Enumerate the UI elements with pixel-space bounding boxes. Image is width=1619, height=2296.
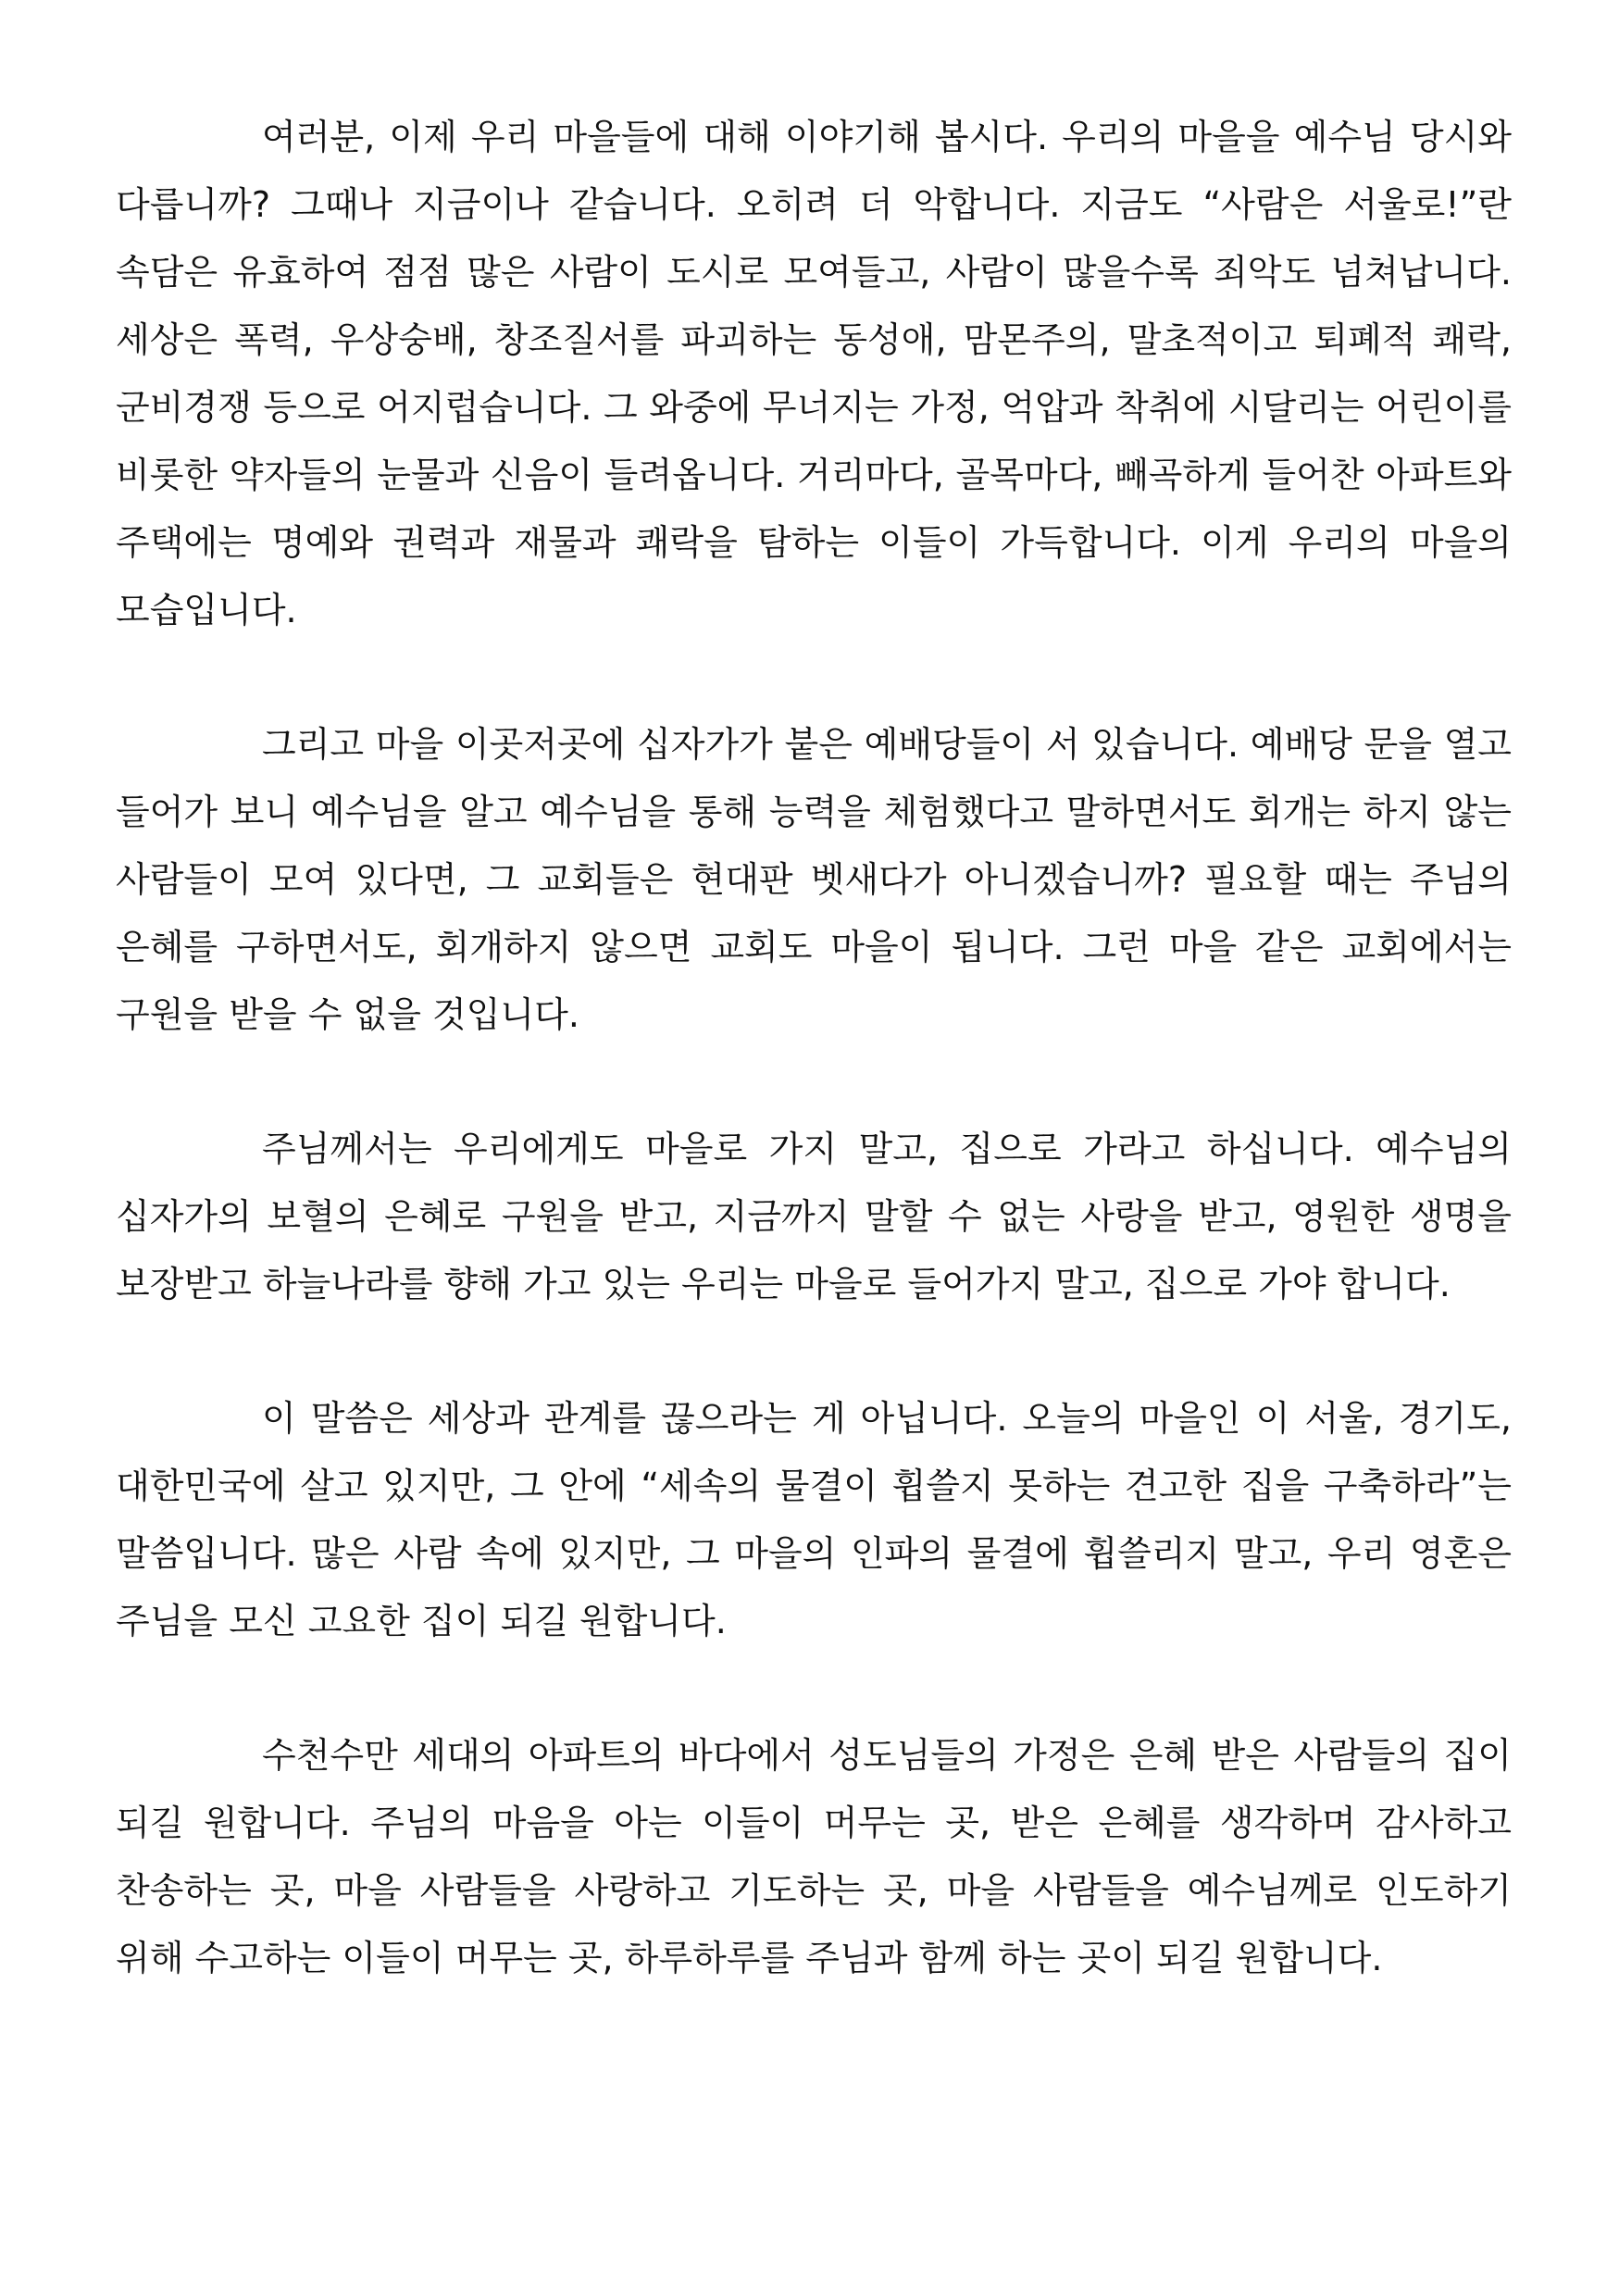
paragraph-4: 이 말씀은 세상과 관계를 끊으라는 게 아닙니다. 오늘의 마을인 이 서울, 경기도, 대한민국에 살고 있지만, 그 안에 “세속의 물결이 휩쓸지 못하는 견고한 집을 구축하라”는 말씀입니다. 많은 사람 속에 있지만, 그 마을의 인파의 물결에 휩쓸리지 말고, 우리 영혼은 주님을 모신 고요한 집이 되길 원합니다. bbox=[116, 1398, 1512, 1641]
paragraph-3: 주님께서는 우리에게도 마을로 가지 말고, 집으로 가라고 하십니다. 예수님의 십자가의 보혈의 은혜로 구원을 받고, 지금까지 말할 수 없는 사랑을 받고, 영원한 생명을 보장받고 하늘나라를 향해 가고 있는 우리는 마을로 들어가지 말고, 집으로 가야 합니다. bbox=[116, 1129, 1512, 1304]
paragraph-1: 여러분, 이제 우리 마을들에 대해 이야기해 봅시다. 우리의 마을을 예수님 당시와 다릅니까? 그때나 지금이나 같습니다. 오히려 더 악합니다. 지금도 “사람은 서울로!”란 속담은 유효하여 점점 많은 사람이 도시로 모여들고, 사람이 많을수록 죄악도 넘쳐납니다. 세상은 폭력, 우상숭배, 창조질서를 파괴하는 동성애, 맘몬주의, 말초적이고 퇴폐적 쾌락, 군비경쟁 등으로 어지럽습니다. 그 와중에 무너지는 가정, 억압과 착취에 시달리는 어린이를 비롯한 약자들의 눈물과 신음이 들려옵니다. 거리마다, 골목마다, 빼곡하게 들어찬 아파트와 주택에는 명예와 권력과 재물과 쾌락을 탐하는 이들이 가득합니다. 이게 우리의 마을의 모습입니다. bbox=[116, 117, 1512, 630]
paragraph-5: 수천수만 세대의 아파트의 바다에서 성도님들의 가정은 은혜 받은 사람들의 집이 되길 원합니다. 주님의 마음을 아는 이들이 머무는 곳, 받은 은혜를 생각하며 감사하고 찬송하는 곳, 마을 사람들을 사랑하고 기도하는 곳, 마을 사람들을 예수님께로 인도하기 위해 수고하는 이들이 머무는 곳, 하루하루를 주님과 함께 하는 곳이 되길 원합니다. bbox=[116, 1735, 1512, 1978]
paragraph-2: 그리고 마을 이곳저곳에 십자가가 붙은 예배당들이 서 있습니다. 예배당 문을 열고 들어가 보니 예수님을 알고 예수님을 통해 능력을 체험했다고 말하면서도 회개는 하지 않는 사람들이 모여 있다면, 그 교회들은 현대판 벳새다가 아니겠습니까? 필요할 때는 주님의 은혜를 구하면서도, 회개하지 않으면 교회도 마을이 됩니다. 그런 마을 같은 교회에서는 구원을 받을 수 없을 것입니다. bbox=[116, 724, 1512, 1035]
